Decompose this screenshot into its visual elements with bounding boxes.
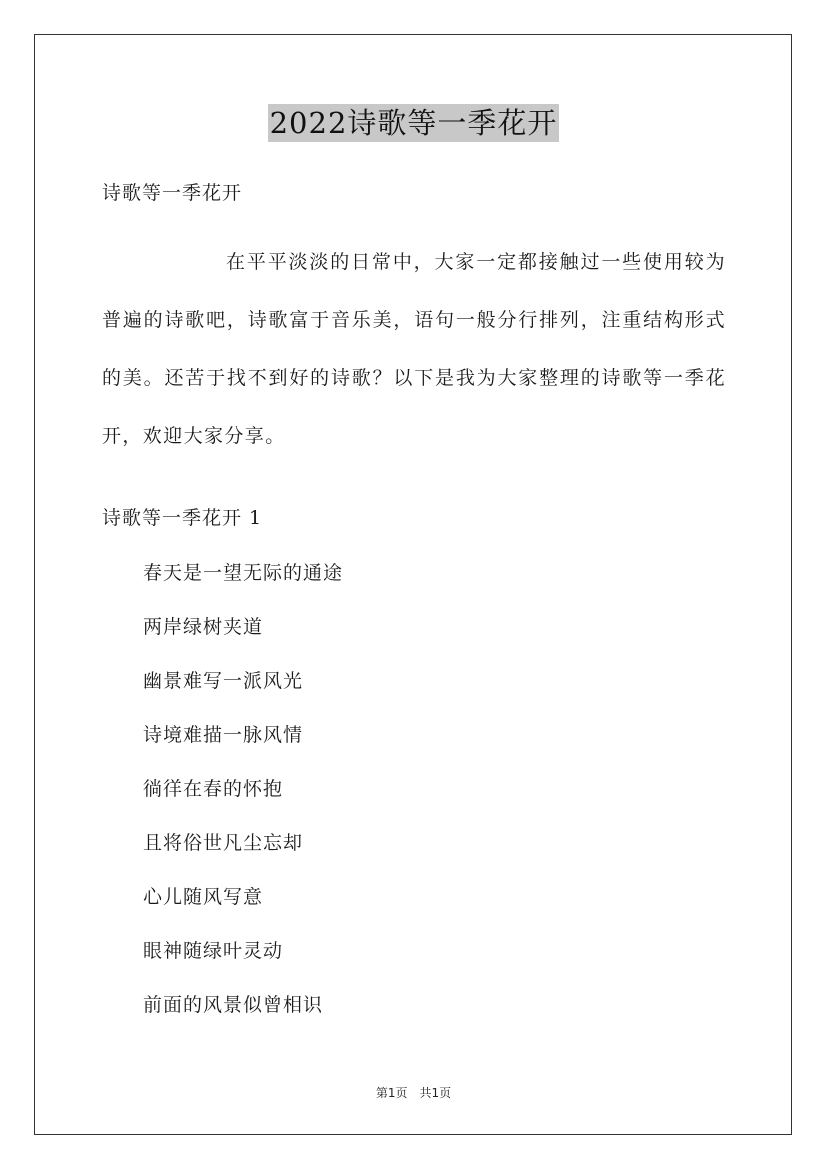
poem-line: 幽景难写一派风光 xyxy=(143,670,304,692)
intro-paragraph: 在平平淡淡的日常中，大家一定都接触过一些使用较为普遍的诗歌吧，诗歌富于音乐美，语句一般分行排列，注重结构形式的美。还苦于找不到好的诗歌？以下是我为大家整理的诗歌等一季花开，欢迎大家分享。 xyxy=(102,251,726,447)
poem-line: 春天是一望无际的通途 xyxy=(143,562,344,584)
title-container xyxy=(0,104,827,142)
poem-line: 两岸绿树夹道 xyxy=(143,616,264,638)
page-number-footer: 第1页 共1页 xyxy=(375,1086,452,1100)
poem-line: 且将俗世凡尘忘却 xyxy=(143,832,304,854)
document-subtitle: 诗歌等一季花开 xyxy=(102,182,243,204)
poem-line: 诗境难描一脉风情 xyxy=(143,724,304,746)
poem-line: 前面的风景似曾相识 xyxy=(143,994,324,1016)
section-heading: 诗歌等一季花开 1 xyxy=(102,507,263,529)
poem-line: 徜徉在春的怀抱 xyxy=(143,778,284,800)
poem-line: 眼神随绿叶灵动 xyxy=(143,940,284,962)
document-title: 2022诗歌等一季花开 xyxy=(269,106,558,140)
poem-line: 心儿随风写意 xyxy=(143,886,264,908)
